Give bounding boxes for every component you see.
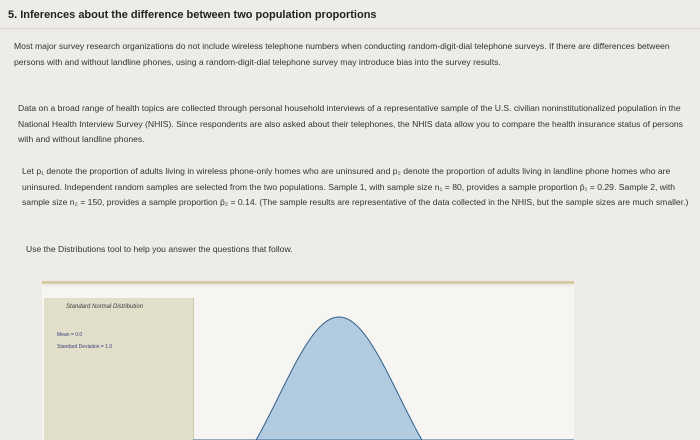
mean-label: Mean = bbox=[57, 332, 76, 338]
distributions-tool-topbar bbox=[42, 281, 574, 284]
title-divider bbox=[0, 28, 700, 29]
definitions-paragraph: Let p₁ denote the proportion of adults living in wireless phone-only homes who are uninsured and p₂ denote the proportion of adults living in landline phone homes who are uninsured. Independent random samples are selected from the two populations. Sample 1, with sample size n₁ = 80, provides a sample proportion p̄₁ = 0.29. Sample 2, with sample size n₂ = 150, provides a sample proportion p̄₂ = 0.14. (The sample results are representative of the data collected in the NHIS, but the sample sizes are much smaller.) bbox=[22, 166, 689, 207]
normal-curve-plot[interactable] bbox=[193, 298, 574, 440]
nhis-paragraph: Data on a broad range of health topics are collected through personal household interviews of a representative sample of the U.S. civilian noninstitutionalized population in the National Health Interview Survey (NHIS). Since respondents are also asked about their telephones, the NHIS data allow you to compare the health insurance status of persons with and without landline phones. bbox=[18, 103, 683, 144]
mean-readout bbox=[57, 332, 82, 338]
sd-label: Standard Deviation = bbox=[57, 344, 106, 350]
intro-paragraph: Most major survey research organizations do not include wireless telephone numbers when conducting random-digit-dial telephone surveys. If there are differences between persons with and without landline phones, using a random-digit-dial telephone survey may introduce bias into the survey results. bbox=[14, 41, 670, 67]
distribution-title[interactable]: Standard Normal Distribution bbox=[66, 304, 144, 310]
sd-readout bbox=[57, 344, 112, 350]
normal-curve bbox=[193, 317, 574, 440]
sd-value[interactable]: 1.0 bbox=[105, 344, 113, 350]
mean-value[interactable]: 0.0 bbox=[75, 332, 83, 338]
instructions-paragraph: Use the Distributions tool to help you answer the questions that follow. bbox=[26, 244, 293, 254]
question-title: 5. Inferences about the difference between two population proportions bbox=[8, 9, 377, 21]
distribution-settings-panel[interactable] bbox=[44, 298, 194, 440]
